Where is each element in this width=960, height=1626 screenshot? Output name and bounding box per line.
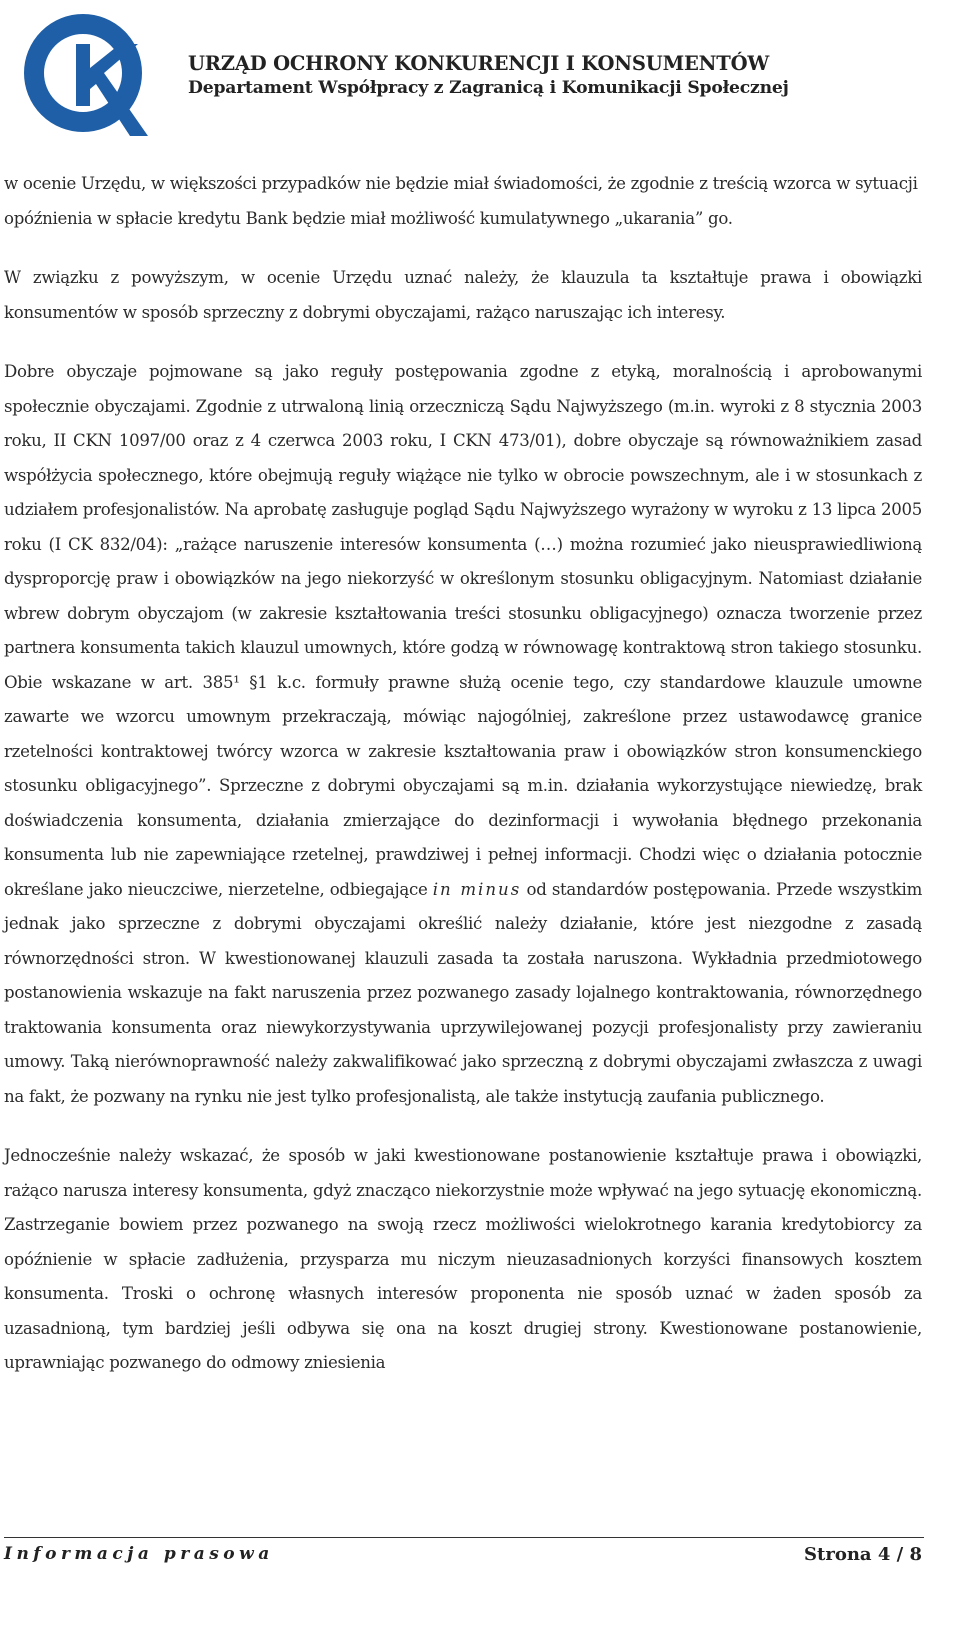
page-header bbox=[0, 0, 960, 150]
organization-name: URZĄD OCHRONY KONKURENCJI I KONSUMENTÓW bbox=[188, 52, 770, 75]
paragraph-3-part-b: od standardów postępowania. Przede wszystkim jednak jako sprzeczne z dobrymi obyczajami określić należy działanie, które jest niezgodne z zasadą równorzędności stron. W kwestionowanej klauzuli zasada ta została naruszona. Wykładnia przedmiotowego postanowienia wskazuje na fakt naruszenia przez pozwanego zasady lojalnego kontraktowania, równorzędnego traktowania konsumenta oraz niewykorzystywania uprzywilejowanej pozycji profesjonalisty przy zawieraniu umowy. Taką nierównoprawność należy zakwalifikować jako sprzeczną z dobrymi obyczajami zwłaszcza z uwagi na fakt, że pozwany na rynku nie jest tylko profesjonalistą, ale także instytucją zaufania publicznego. bbox=[4, 879, 922, 1106]
footer-label: Informacja prasowa bbox=[4, 1544, 274, 1564]
paragraph-4: Jednocześnie należy wskazać, że sposób w jaki kwestionowane postanowienie kształtuje prawa i obowiązki, rażąco narusza interesy konsumenta, gdyż znacząco niekorzystnie może wpływać na jego sytuację ekonomiczną. Zastrzeganie bowiem przez pozwanego na swoją rzecz możliwości wielokrotnego karania kredytobiorcy za opóźnienie w spłacie zadłużenia, przysparza mu niczym nieuzasadnionych korzyści finansowych kosztem konsumenta. Troski o ochronę własnych interesów proponenta nie sposób uznać w żaden sposób za uzasadnioną, tym bardziej jeśli odbywa się ona na koszt drugiej strony. Kwestionowane postanowienie, uprawniając pozwanego do odmowy zniesienia bbox=[4, 1146, 922, 1372]
paragraph-3-part-a: Dobre obyczaje pojmowane są jako reguły postępowania zgodne z etyką, moralnością i aprobowanymi społecznie obyczajami. Zgodnie z utrwaloną linią orzeczniczą Sądu Najwyższego (m.in. wyroki z 8 stycznia 2003 roku, II CKN 1097/00 oraz z 4 czerwca 2003 roku, I CKN 473/01), dobre obyczaje są równoważnikiem zasad współżycia społecznego, które obejmują reguły wiążące nie tylko w obrocie powszechnym, ale i w stosunkach z udziałem profesjonalistów. Na aprobatę zasługuje pogląd Sądu Najwyższego wyrażony w wyroku z 13 lipca 2005 roku (I CK 832/04): „rażące naruszenie interesów konsumenta (…) można rozumieć jako nieusprawiedliwioną dysproporcję praw i obowiązków na jego niekorzyść w określonym stosunku obligacyjnym. Natomiast działanie wbrew dobrym obyczajom (w zakresie kształtowania treści stosunku obligacyjnego) oznacza tworzenie przez partnera konsumenta takich klauzul umownych, które godzą w równowagę kontraktową stron takiego stosunku. Obie wskazane w art. 385¹ §1 k.c. formuły prawne służą ocenie tego, czy standardowe klauzule umowne zawarte we wzorcu umownym przekraczają, mówiąc najogólniej, zakreślone przez ustawodawcę granice rzetelności kontraktowej twórcy wzorca w zakresie kształtowania praw i obowiązków stron konsumenckiego stosunku obligacyjnego”. Sprzeczne z dobrymi obyczajami są m.in. działania wykorzystujące niewiedzę, brak doświadczenia konsumenta, działania zmierzające do dezinformacji i wywołania błędnego przekonania konsumenta lub nie zapewniające rzetelnej, prawdziwej i pełnej informacji. Chodzi więc o działania potocznie określane jako nieuczciwe, nierzetelne, odbiegające bbox=[4, 362, 922, 899]
paragraph-3 bbox=[4, 355, 922, 1114]
document-body bbox=[4, 167, 922, 1381]
in-minus-phrase: in minus bbox=[432, 879, 522, 899]
page-number: Strona 4 / 8 bbox=[804, 1544, 922, 1565]
paragraph-1: w ocenie Urzędu, w większości przypadków nie będzie miał świadomości, że zgodnie z treścią wzorca w sytuacji opóźnienia w spłacie kredytu Bank będzie miał możliwość kumulatywnego „ukarania” go. bbox=[4, 174, 918, 228]
footer-divider bbox=[4, 1537, 924, 1538]
uokik-logo-icon bbox=[20, 10, 160, 145]
header-titles bbox=[188, 52, 948, 100]
paragraph-2: W związku z powyższym, w ocenie Urzędu uznać należy, że klauzula ta kształtuje prawa i obowiązki konsumentów w sposób sprzeczny z dobrymi obyczajami, rażąco naruszając ich interesy. bbox=[4, 268, 922, 322]
department-name: Departament Współpracy z Zagranicą i Komunikacji Społecznej bbox=[188, 78, 789, 98]
